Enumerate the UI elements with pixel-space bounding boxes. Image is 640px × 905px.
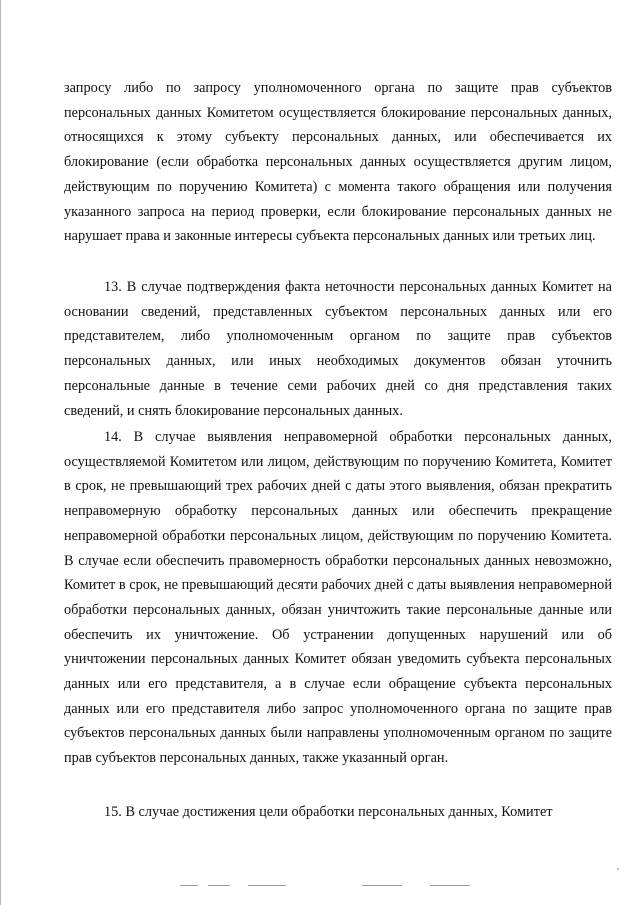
scan-artifact-line (248, 885, 286, 886)
scan-artifact-line (362, 885, 402, 886)
paragraph-continuation (64, 76, 612, 249)
paragraph-text: 15. В случае достижения цели обработки персональных данных, Комитет (104, 804, 553, 820)
scan-edge (0, 0, 1, 905)
paragraph-text: 13. В случае подтверждения факта неточности персональных данных Комитет на основании сведений, представленных субъектом персональных данных или его представителем, либо уполномоченным органом по защите прав субъектов персональных данных, или иных необходимых документов обязан уточнить персональные данные в течение семи рабочих дней со дня представления таких сведений, и снять блокирование персональных данных. (64, 279, 612, 419)
paragraph-text: 14. В случае выявления неправомерной обработки персональных данных, осуществляемой Комитетом или лицом, действующим по поручению Комитета, Комитет в срок, не превышающий трех рабочих дней с даты этого выявления, обязан прекратить неправомерную обработку персональных данных или обеспечить прекращение неправомерной обработки персональных лицом, действующим по поручению Комитета. В случае если обеспечить правомерность обработки персональных данных невозможно, Комитет в срок, не превышающий десяти рабочих дней с даты выявления неправомерной обработки персональных данных, обязан уничтожить такие персональные данные или обеспечить их уничтожение. Об устранении допущенных нарушений или об уничтожении персональных данных Комитет обязан уведомить субъекта персональных данных или его представителя, а в случае если обращение субъекта персональных данных или его представителя либо запрос уполномоченного органа по защите прав субъектов персональных данных были направлены уполномоченным органом по защите прав субъектов персональных данных, также указанный орган. (64, 429, 612, 767)
paragraph-14 (64, 425, 612, 771)
paragraph-text: запросу либо по запросу уполномоченного органа по защите прав субъектов персональных данных Комитетом осуществляется блокирование персональных данных, относящихся к этому субъекту персональных данных, или обеспечивается их блокирование (если обработка персональных данных осуществляется другим лицом, действующим по поручению Комитета) с момента такого обращения или получения указанного запроса на период проверки, если блокирование персональных данных не нарушает права и законные интересы субъекта персональных данных или третьих лиц. (64, 80, 612, 245)
scan-artifact-dot (617, 868, 619, 870)
paragraph-13 (64, 275, 612, 423)
scan-artifact-line (430, 885, 470, 886)
scan-artifact-line (180, 885, 198, 886)
scan-artifact-line (208, 885, 230, 886)
paragraph-15 (64, 800, 612, 825)
